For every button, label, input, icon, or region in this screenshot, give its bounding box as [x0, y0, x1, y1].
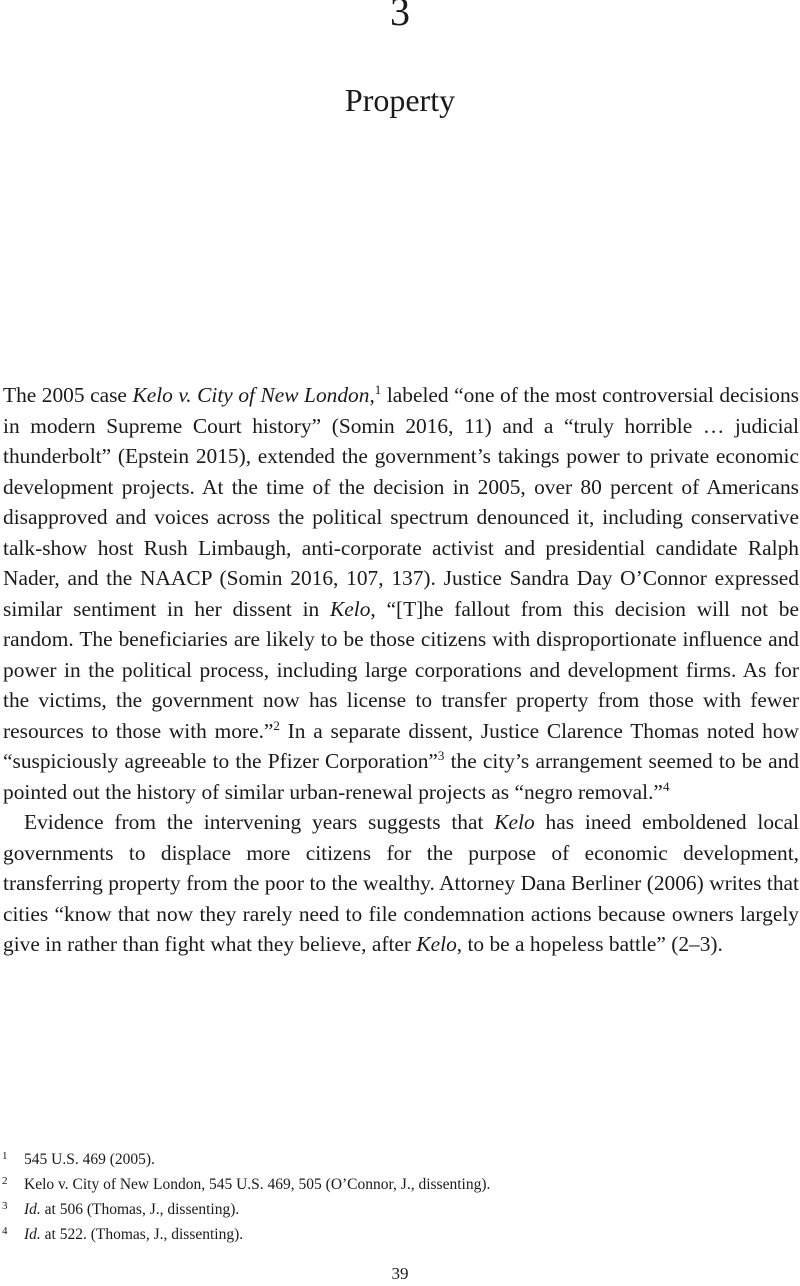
footnote-ref-1[interactable]: 1	[374, 382, 382, 397]
footnote-ref-3[interactable]: 3	[437, 748, 445, 763]
case-name-italic: Kelo	[329, 596, 371, 621]
footnote-citation-italic: Id.	[24, 1201, 41, 1218]
paragraph-text: Evidence from the intervening years suggests that	[24, 810, 495, 834]
footnote-1	[0, 1148, 800, 1173]
paragraph-2	[3, 807, 799, 960]
footnote-ref-2[interactable]: 2	[273, 717, 280, 733]
paragraph-text: In a separate dissent, Justice Clarence Thomas noted how “suspiciously agreeable to the Pfizer Corporation”	[3, 718, 799, 773]
chapter-body	[3, 380, 799, 960]
paragraph-text: ,	[369, 383, 375, 407]
paragraph-1	[3, 380, 799, 807]
footnote-citation-italic: Id.	[24, 1226, 41, 1243]
case-name-italic: Kelo	[416, 932, 457, 956]
paragraph-text: the city’s arrangement seemed to be and pointed out the history of similar urban-renewal projects as “negro removal.”	[3, 749, 799, 804]
paragraph-text: , “[T]he fallout from this decision will not be random. The beneficiaries are likely to be those citizens with disproportionate influence and power in the political process, including large corporations and development firms. As for the victims, the government now has license to transfer property from those with fewer resources to those with more.”	[3, 596, 799, 743]
footnotes	[0, 1148, 800, 1248]
footnote-mark: 4	[2, 1225, 8, 1237]
footnote-2	[0, 1173, 800, 1198]
footnote-4	[0, 1223, 800, 1248]
chapter-number: 3	[390, 0, 410, 34]
footnote-3	[0, 1198, 800, 1223]
page-number: 39	[391, 1264, 409, 1283]
case-name-italic: Kelo	[494, 810, 535, 834]
paragraph-text: has ineed emboldened local governments to displace more citizens for the purpose of economic development, transferring property from the poor to the wealthy. Attorney Dana Berliner (2006) writes that cities “know that now they rarely need to file condemnation actions because owners largely give in rather than fight what they believe, after	[3, 810, 799, 956]
paragraph-text: , to be a hopeless battle” (2–3).	[456, 932, 723, 956]
case-name-italic: Kelo v. City of New London	[132, 383, 370, 407]
footnote-mark: 2	[2, 1175, 8, 1187]
chapter-title: Property	[344, 82, 456, 118]
footnote-text: at 522. (Thomas, J., dissenting).	[40, 1226, 244, 1243]
footnote-mark: 1	[2, 1150, 8, 1162]
footnote-text: 545 U.S. 469 (2005).	[24, 1151, 155, 1168]
footnote-ref-4[interactable]: 4	[662, 778, 670, 794]
footnote-text: Kelo v. City of New London, 545 U.S. 469, 505 (O’Connor, J., dissenting).	[24, 1176, 491, 1193]
footnote-text: at 506 (Thomas, J., dissenting).	[40, 1201, 240, 1218]
paragraph-text: labeled “one of the most controversial decisions in modern Supreme Court history” (Somin 2016, 11) and a “truly horrible … judicial thunderbolt” (Epstein 2015), extended the government’s takings power to private economic development projects. At the time of the decision in 2005, over 80 percent of Americans disapproved and voices across the political spectrum denounced it, including conservative talk-show host Rush Limbaugh, anti-corporate activist and presidential candidate Ralph Nader, and the NAACP (Somin 2016, 107, 137). Justice Sandra Day O’Connor expressed similar sentiment in her dissent in	[3, 383, 799, 621]
paragraph-text: The 2005 case	[3, 383, 133, 407]
footnote-mark: 3	[2, 1200, 8, 1212]
